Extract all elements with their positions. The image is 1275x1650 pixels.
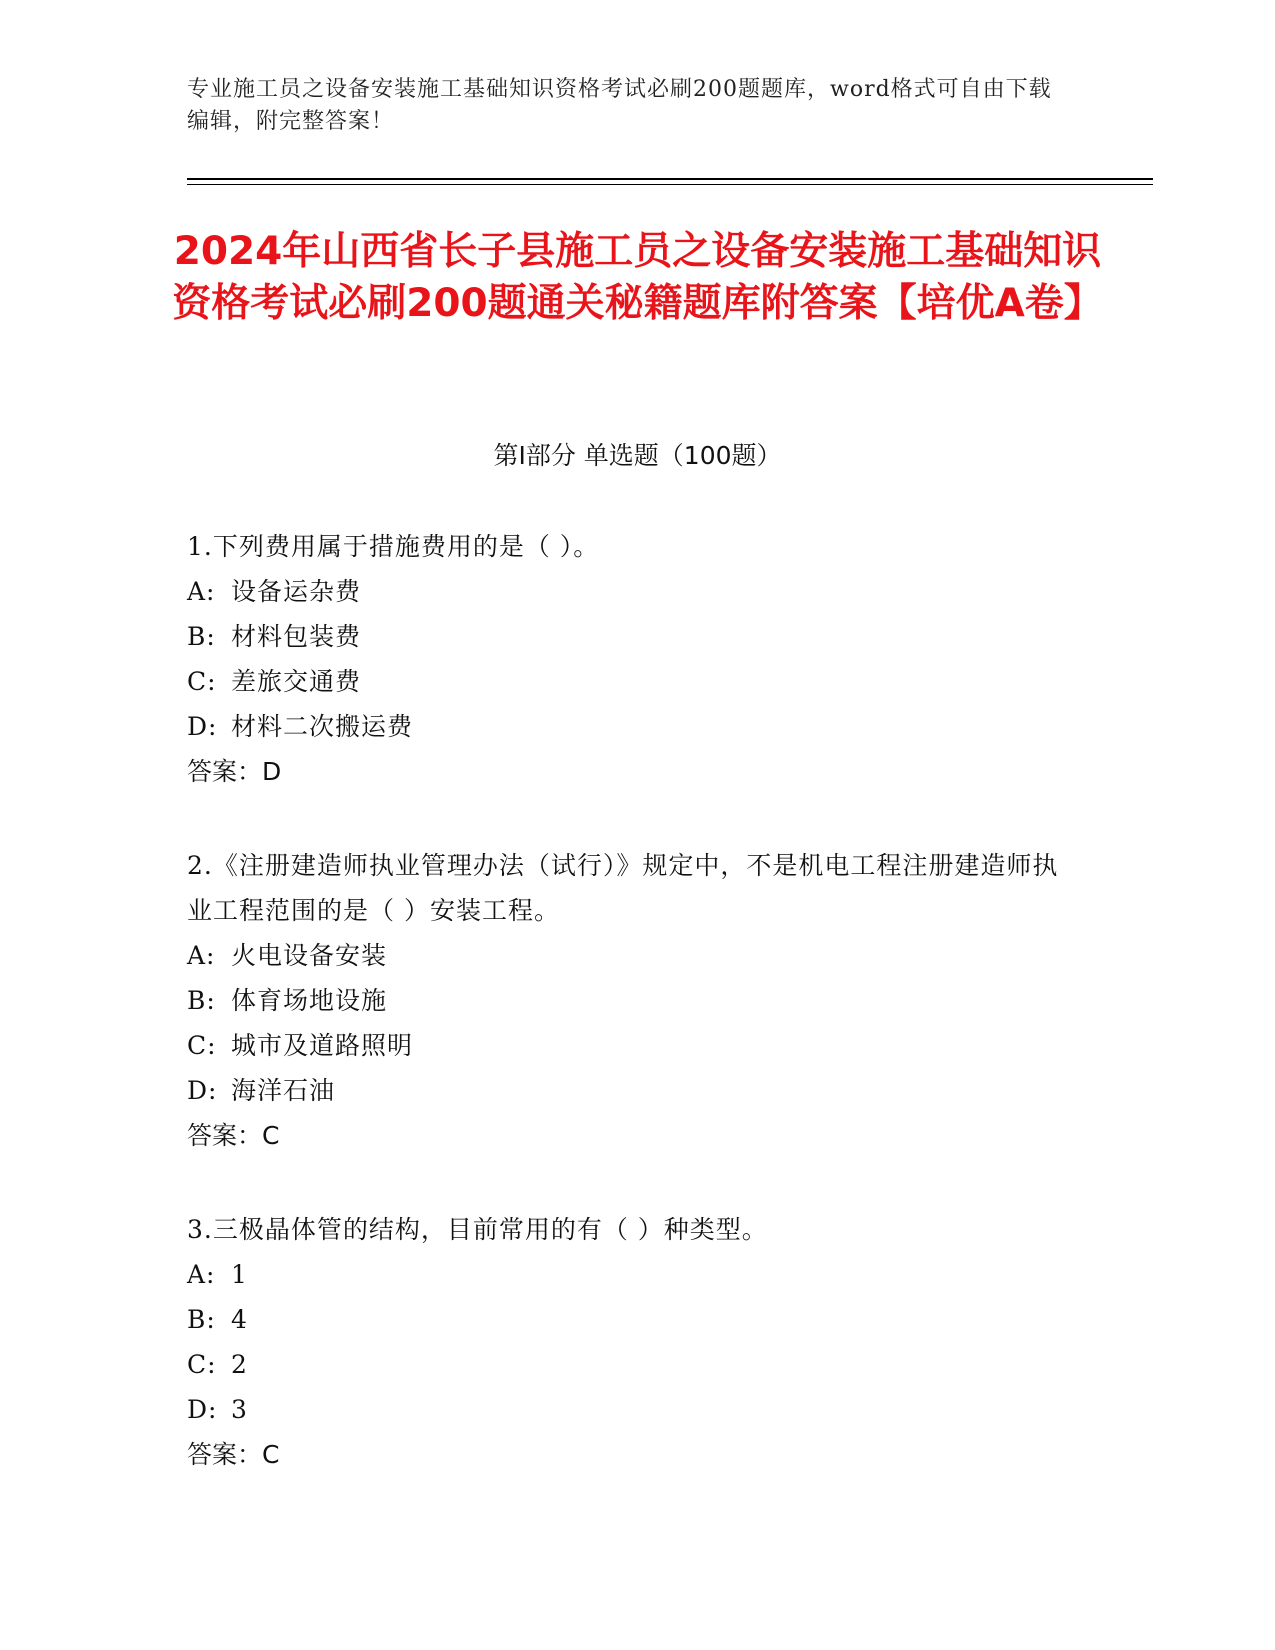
- question-stem: 2.《注册建造师执业管理办法（试行）》规定中，不是机电工程注册建造师执业工程范围的是（ ）安装工程。: [187, 851, 1059, 925]
- option-text: 材料包装费: [231, 622, 362, 651]
- option-text: 火电设备安装: [231, 941, 388, 970]
- option-letter: D:: [187, 1076, 218, 1105]
- option-letter: C:: [187, 1031, 217, 1060]
- option-text: 城市及道路照明: [231, 1031, 414, 1060]
- option-d: [187, 1387, 1067, 1432]
- option-letter: B:: [187, 986, 216, 1015]
- option-text: 差旅交通费: [231, 667, 362, 696]
- question-2: [187, 843, 1067, 1158]
- question-1: [187, 524, 1067, 794]
- question-answer: 答案：C: [187, 1440, 280, 1469]
- option-text: 海洋石油: [231, 1076, 336, 1105]
- option-letter: B:: [187, 622, 216, 651]
- option-text: 2: [231, 1350, 248, 1379]
- option-a: [187, 933, 1067, 978]
- option-d: [187, 1068, 1067, 1113]
- option-a: [187, 569, 1067, 614]
- option-letter: A:: [187, 577, 216, 606]
- header-divider-thick: [187, 178, 1153, 180]
- option-text: 1: [231, 1260, 248, 1289]
- option-d: [187, 704, 1067, 749]
- section-title: 第Ⅰ部分 单选题（100题）: [493, 441, 782, 470]
- option-letter: C:: [187, 1350, 217, 1379]
- question-stem: 1.下列费用属于措施费用的是（ ）。: [187, 532, 600, 561]
- option-letter: B:: [187, 1305, 216, 1334]
- option-c: [187, 659, 1067, 704]
- header-divider-thin: [187, 184, 1153, 185]
- header-note: 专业施工员之设备安装施工基础知识资格考试必刷200题题库，word格式可自由下载编辑，附完整答案！: [187, 77, 1052, 134]
- option-text: 3: [231, 1395, 248, 1424]
- option-letter: D:: [187, 712, 218, 741]
- option-b: [187, 614, 1067, 659]
- option-text: 设备运杂费: [231, 577, 362, 606]
- question-stem: 3.三极晶体管的结构，目前常用的有（ ）种类型。: [187, 1215, 768, 1244]
- option-letter: A:: [187, 941, 216, 970]
- option-text: 4: [231, 1305, 248, 1334]
- question-answer: 答案：D: [187, 757, 282, 786]
- option-letter: C:: [187, 667, 217, 696]
- option-a: [187, 1252, 1067, 1297]
- option-c: [187, 1342, 1067, 1387]
- option-letter: D:: [187, 1395, 218, 1424]
- option-text: 材料二次搬运费: [231, 712, 414, 741]
- document-title: 2024年山西省长子县施工员之设备安装施工基础知识资格考试必刷200题通关秘籍题库附答案【培优A卷】: [172, 229, 1103, 326]
- option-text: 体育场地设施: [231, 986, 388, 1015]
- option-letter: A:: [187, 1260, 216, 1289]
- option-b: [187, 1297, 1067, 1342]
- question-3: [187, 1207, 1067, 1477]
- option-c: [187, 1023, 1067, 1068]
- option-b: [187, 978, 1067, 1023]
- question-answer: 答案：C: [187, 1121, 280, 1150]
